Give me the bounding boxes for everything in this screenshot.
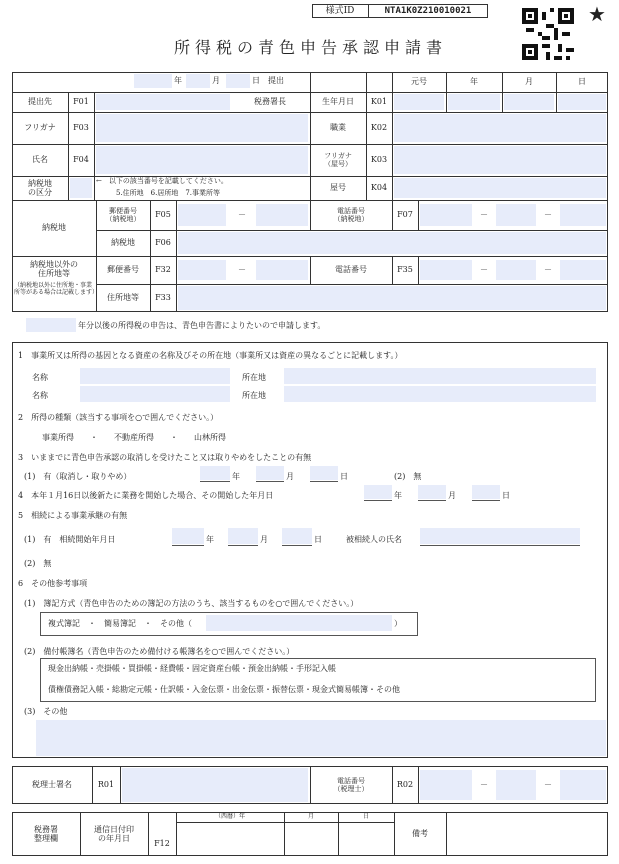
divider bbox=[200, 481, 230, 482]
rows-tax-place-type-label: 納税地 の区分 bbox=[28, 178, 52, 197]
rows-address2-label: 住所地等 bbox=[107, 293, 139, 303]
rows-postal-label: 郵便番号 （納税地） bbox=[105, 206, 141, 223]
office-note-label: 備考 bbox=[412, 829, 428, 839]
sec1-name-label: 名称 bbox=[32, 391, 48, 400]
tax-accountant-phone-label: 電話番号 （税理士） bbox=[333, 776, 369, 793]
sec3-month-label: 月 bbox=[286, 472, 294, 481]
tax-accountant-phone-1-field[interactable] bbox=[420, 770, 472, 800]
divider bbox=[472, 500, 500, 501]
office-month-label: 月 bbox=[307, 812, 314, 820]
sec1-name-2-field[interactable] bbox=[80, 386, 230, 402]
declaration-year-field[interactable] bbox=[26, 318, 76, 332]
sec3-yes-label[interactable]: (1) 有（取消し・取りやめ） bbox=[24, 472, 132, 481]
sec4-month-field[interactable] bbox=[418, 485, 446, 499]
divider bbox=[392, 176, 393, 200]
birth-year-field[interactable] bbox=[448, 94, 500, 110]
phone2-1-field[interactable] bbox=[420, 260, 472, 280]
rows-job-label: 職業 bbox=[330, 123, 346, 133]
phone2-2-field[interactable] bbox=[496, 260, 536, 280]
other-notes-field[interactable] bbox=[36, 720, 606, 756]
birth-month-field[interactable] bbox=[504, 94, 554, 110]
sec3-day-field[interactable] bbox=[310, 466, 338, 480]
occupation-field[interactable] bbox=[394, 114, 606, 142]
rows-f04-label: F04 bbox=[73, 155, 89, 165]
sec1-location-label: 所在地 bbox=[242, 373, 266, 382]
rows-dash-label: － bbox=[480, 780, 488, 790]
sec1-name-1-field[interactable] bbox=[80, 368, 230, 384]
sec5-heir-label: 被相続人の氏名 bbox=[346, 535, 402, 544]
sec5-month-label: 月 bbox=[260, 535, 268, 544]
rows-tax-place-label: 納税地 bbox=[42, 223, 66, 233]
header-month-label: 月 bbox=[212, 76, 220, 85]
phone2-3-field[interactable] bbox=[560, 260, 606, 280]
office-date-label-label: 通信日付印 の年月日 bbox=[94, 824, 134, 843]
rows-k01-label: K01 bbox=[370, 97, 388, 107]
rows-tax-office-head-label: 税務署長 bbox=[254, 97, 286, 107]
rows-f03-label: F03 bbox=[73, 123, 89, 133]
tax-accountant-phone-2-field[interactable] bbox=[496, 770, 536, 800]
tax-office-field[interactable] bbox=[96, 94, 230, 110]
sec5-title-label: 5 相続による事業承継の有無 bbox=[18, 511, 128, 520]
sec1-title-label: 1 事業所又は所得の基因となる資産の名称及びその所在地（事業所又は資産の異なるごとに記載します。） bbox=[18, 351, 403, 360]
phone-2-field[interactable] bbox=[496, 204, 536, 226]
sec3-title-label: 3 いままでに青色申告承認の取消しを受けたこと又は取りやめをしたことの有無 bbox=[18, 453, 312, 462]
header-era-label: 元号 bbox=[411, 77, 427, 87]
rows-tax-place-note2-label: 5.住所地 6.居所地 7.事業所等 bbox=[116, 189, 221, 197]
postal2-2-field[interactable] bbox=[256, 260, 308, 280]
sec5-yes-label[interactable]: (1) 有 相続開始年月日 bbox=[24, 535, 116, 544]
header-year2-label: 年 bbox=[470, 77, 478, 87]
divider bbox=[176, 822, 394, 823]
rows-f07-label: F07 bbox=[397, 210, 413, 220]
sec4-year-field[interactable] bbox=[364, 485, 392, 499]
declaration-label: 年分以後の所得税の申告は、青色申告書によりたいので申請します。 bbox=[78, 321, 326, 330]
tax-accountant-r02-label: R02 bbox=[396, 780, 414, 790]
tax-accountant-name-field[interactable] bbox=[122, 768, 308, 802]
divider bbox=[420, 545, 580, 546]
rows-address-label: 納税地 bbox=[111, 238, 135, 248]
tax-address-field[interactable] bbox=[178, 232, 606, 254]
sec5-no-label[interactable]: (2) 無 bbox=[24, 559, 52, 568]
divider bbox=[418, 256, 419, 284]
sec3-month-field[interactable] bbox=[256, 466, 284, 480]
phone-3-field[interactable] bbox=[560, 204, 606, 226]
header-year-label: 年 bbox=[174, 76, 182, 85]
ledger-options-1[interactable]: 現金出納帳・売掛帳・買掛帳・経費帳・固定資産台帳・預金出納帳・手形記入帳 bbox=[48, 664, 336, 673]
rows-f01-label: F01 bbox=[73, 97, 89, 107]
rows-dash-label: － bbox=[544, 210, 552, 220]
birth-era-field[interactable] bbox=[394, 94, 444, 110]
income-type-options[interactable]: 事業所得 ・ 不動産所得 ・ 山林所得 bbox=[42, 433, 226, 442]
bookkeeping-options[interactable]: 複式簿記 ・ 簡易簿記 ・ その他（ bbox=[48, 619, 192, 628]
shop-furigana-field[interactable] bbox=[394, 146, 606, 174]
divider bbox=[446, 812, 447, 856]
form-id-value: NTA1K0Z210010021 bbox=[384, 5, 472, 16]
sec5-day-field[interactable] bbox=[282, 528, 312, 544]
ledger-options-2[interactable]: 債権債務記入帳・総勘定元帳・仕訳帳・入金伝票・出金伝票・振替伝票・現金式簡易帳簿・その他 bbox=[48, 685, 400, 694]
divider bbox=[228, 545, 258, 546]
qr-code-icon bbox=[522, 8, 574, 60]
rows-f33-label: F33 bbox=[155, 293, 171, 303]
other-address-field[interactable] bbox=[178, 286, 606, 310]
rows-phone-label: 電話番号 （納税地） bbox=[333, 206, 369, 223]
sec3-year-label: 年 bbox=[232, 472, 240, 481]
sec5-year-field[interactable] bbox=[172, 528, 204, 544]
header-month2-label: 月 bbox=[525, 77, 533, 87]
office-day-label: 日 bbox=[362, 812, 369, 820]
rows-furigana-shop-label: フリガナ （屋号） bbox=[324, 151, 352, 168]
divider bbox=[418, 766, 419, 804]
divider bbox=[94, 176, 95, 200]
sec6-p3-label: (3) その他 bbox=[24, 707, 68, 716]
sec6-p1-label: (1) 簿記方式（青色申告のための簿記の方法のうち、該当するものを○で囲んでください。） bbox=[24, 599, 359, 608]
page-title: 所得税の青色申告承認申請書 bbox=[174, 38, 448, 57]
name-field[interactable] bbox=[96, 146, 308, 174]
sec2-title-label: 2 所得の種類（該当する事項を○で囲んでください。） bbox=[18, 413, 219, 422]
header-day-label: 日 bbox=[252, 76, 260, 85]
office-era-label: （西暦）年 bbox=[214, 812, 245, 820]
sec5-day-label: 日 bbox=[314, 535, 322, 544]
header-day2-label: 日 bbox=[578, 77, 586, 87]
header-submit-label: 提出 bbox=[268, 76, 284, 85]
sec4-day-label: 日 bbox=[502, 491, 510, 500]
tax-place-type-field[interactable] bbox=[70, 178, 92, 198]
postal2-1-field[interactable] bbox=[178, 260, 226, 280]
sec4-day-field[interactable] bbox=[472, 485, 500, 499]
sec3-no-label[interactable]: (2) 無 bbox=[394, 472, 422, 481]
tax-accountant-r01-label: R01 bbox=[97, 780, 115, 790]
rows-furigana-label: フリガナ bbox=[24, 123, 56, 133]
rows-f35-label: F35 bbox=[397, 265, 413, 275]
rows-dash-label: － bbox=[544, 265, 552, 275]
form-id-label: 様式ID bbox=[325, 5, 355, 16]
office-label-label: 税務署 整理欄 bbox=[34, 824, 58, 843]
rows-dash-label: － bbox=[480, 210, 488, 220]
sec6-title-label: 6 その他参考事項 bbox=[18, 579, 88, 588]
postal-code-2-field[interactable] bbox=[256, 204, 308, 226]
rows-f32-label: F32 bbox=[155, 265, 171, 275]
rows-other-addr-note-label: （納税地以外に住所地・事業所等がある場合は記載します） bbox=[14, 282, 99, 296]
sec1-name-label: 名称 bbox=[32, 373, 48, 382]
divider bbox=[364, 500, 392, 501]
sec4-title-label: 4 本年１月16日以後新たに業務を開始した場合、その開始した年月日 bbox=[18, 491, 274, 500]
rows-phone2-label: 電話番号 bbox=[335, 265, 367, 275]
rows-k04-label: K04 bbox=[370, 183, 388, 193]
sec3-day-label: 日 bbox=[340, 472, 348, 481]
rows-k02-label: K02 bbox=[370, 123, 388, 133]
rows-other-addr-label: 納税地以外の 住所地等 bbox=[30, 259, 78, 278]
star-mark: ★ bbox=[588, 2, 606, 26]
rows-dash-label: － bbox=[544, 780, 552, 790]
rows-dash-label: － bbox=[238, 265, 246, 275]
bookkeeping-other-field[interactable] bbox=[206, 615, 392, 631]
sec1-location-label: 所在地 bbox=[242, 391, 266, 400]
furigana-field[interactable] bbox=[96, 114, 308, 142]
divider bbox=[418, 200, 419, 230]
sec5-heir-name-field[interactable] bbox=[420, 528, 580, 544]
rows-postal2-label: 郵便番号 bbox=[107, 265, 139, 275]
divider bbox=[256, 481, 284, 482]
rows-f06-label: F06 bbox=[155, 238, 171, 248]
submit-to-label: 提出先 bbox=[28, 97, 52, 107]
sec6-p1-close-label: ） bbox=[394, 619, 402, 628]
sec3-year-field[interactable] bbox=[200, 466, 230, 480]
sec5-year-label: 年 bbox=[206, 535, 214, 544]
rows-dash-label: － bbox=[480, 265, 488, 275]
divider bbox=[176, 200, 177, 312]
sec4-year-label: 年 bbox=[394, 491, 402, 500]
divider bbox=[94, 92, 95, 176]
divider bbox=[68, 176, 69, 200]
rows-f05-label: F05 bbox=[155, 210, 171, 220]
divider bbox=[282, 545, 312, 546]
sec4-month-label: 月 bbox=[448, 491, 456, 500]
sec1-location-1-field[interactable] bbox=[284, 368, 596, 384]
shop-name-field[interactable] bbox=[394, 178, 606, 198]
rows-k03-label: K03 bbox=[370, 155, 388, 165]
office-f12-label: F12 bbox=[154, 839, 170, 849]
birth-day-field[interactable] bbox=[558, 94, 606, 110]
rows-birth-label: 生年月日 bbox=[322, 97, 354, 107]
divider bbox=[418, 500, 446, 501]
postal-code-1-field[interactable] bbox=[178, 204, 226, 226]
sec6-p2-label: (2) 備付帳簿名（青色申告のため備付ける帳簿名を○で囲んでください。） bbox=[24, 647, 295, 656]
sec1-location-2-field[interactable] bbox=[284, 386, 596, 402]
divider bbox=[172, 545, 204, 546]
rows-shop-label: 屋号 bbox=[330, 183, 346, 193]
tax-accountant-phone-3-field[interactable] bbox=[560, 770, 606, 800]
phone-1-field[interactable] bbox=[420, 204, 472, 226]
sec5-month-field[interactable] bbox=[228, 528, 258, 544]
rows-name-label: 氏名 bbox=[32, 155, 48, 165]
rows-dash-label: － bbox=[238, 210, 246, 220]
rows-tax-place-note1-label: ← 以下の該当番号を記載してください。 bbox=[96, 177, 228, 185]
tax-accountant-name-label: 税理士署名 bbox=[32, 780, 72, 790]
divider bbox=[310, 481, 338, 482]
divider bbox=[120, 766, 121, 804]
